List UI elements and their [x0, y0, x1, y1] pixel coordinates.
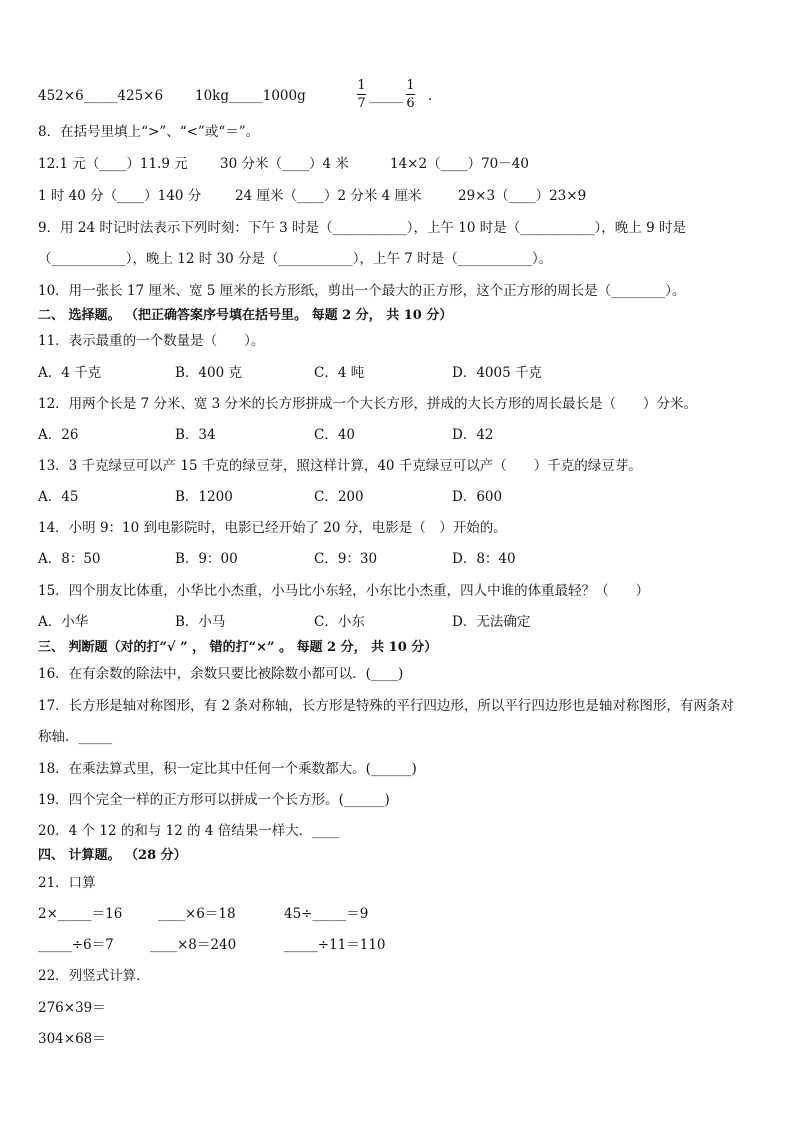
fraction-denominator: 7: [357, 96, 366, 111]
q8-r2-c2: 24 厘米（____）2 分米 4 厘米: [235, 188, 422, 204]
q12-stem: 12．用两个长是 7 分米、宽 3 分米的长方形拼成一个大长方形，拼成的大长方形的周长最长是（ ）分米。: [38, 396, 698, 412]
compare-a: 452×6_____425×6: [38, 88, 164, 104]
q8-r2-c3: 29×3（____）23×9: [458, 188, 587, 204]
q12-option-d: D．42: [452, 427, 494, 443]
q21-r2-c1: _____÷6＝7: [38, 937, 114, 953]
q8-r1-c3: 14×2（____）70－40: [390, 156, 529, 172]
q11-option-a: A．4 千克: [38, 365, 102, 381]
q21-r2-c3: _____÷11＝110: [284, 937, 386, 953]
q11-option-c: C．4 吨: [314, 365, 365, 381]
fraction-bar: [406, 94, 415, 95]
q15-option-a: A．小华: [38, 614, 89, 630]
q21-r1-c2: ____×6＝18: [158, 906, 236, 922]
q8-r1-c2: 30 分米（____）4 米: [220, 156, 349, 172]
q14-option-b: B．9：00: [175, 551, 238, 567]
q16: 16．在有余数的除法中，余数只要比被除数小都可以．(____): [38, 666, 404, 682]
q21-r1-c1: 2×_____＝16: [38, 906, 123, 922]
q11-stem: 11．表示最重的一个数量是（ ）。: [38, 333, 265, 349]
q13-option-a: A．45: [38, 489, 79, 505]
q22-item-1: 276×39＝: [38, 1000, 106, 1016]
section-4-heading: 四、 计算题。 （28 分）: [38, 848, 187, 863]
compare-b: 10kg_____1000g: [195, 88, 306, 104]
q9-line2: （___________），晚上 12 时 30 分是（___________），上午 7 时是（___________）。: [38, 251, 553, 267]
q11-option-d: D．4005 千克: [452, 365, 542, 381]
q18: 18．在乘法算式里，积一定比其中任何一个乘数都大。(______): [38, 761, 417, 777]
q14-option-c: C．9：30: [314, 551, 378, 567]
q8-stem: 8．在括号里填上“>”、“<”或“＝”。: [38, 124, 260, 140]
q12-option-c: C．40: [314, 427, 356, 443]
q17-line1: 17．长方形是轴对称图形，有 2 条对称轴，长方形是特殊的平行四边形，所以平行四边形也是轴对称图形，有两条对: [38, 698, 734, 714]
section-2-heading: 二、 选择题。 （把正确答案序号填在括号里。 每题 2 分， 共 10 分）: [38, 308, 453, 323]
q22-stem: 22．列竖式计算．: [38, 968, 150, 984]
q9-line1: 9．用 24 时记时法表示下列时刻：下午 3 时是（___________），上午 10 时是（___________），晚上 9 时是: [38, 220, 686, 236]
q8-r1-c1: 12.1 元（____）11.9 元: [38, 156, 188, 172]
q13-option-b: B．1200: [175, 489, 233, 505]
fraction-bar: [357, 94, 366, 95]
section-3-heading: 三、 判断题（对的打“√ ” ， 错的打“×” 。 每题 2 分， 共 10 分）: [38, 640, 438, 655]
q10: 10．用一张长 17 厘米、宽 5 厘米的长方形纸，剪出一个最大的正方形，这个正方形的周长是（________）。: [38, 283, 686, 299]
q12-option-b: B．34: [175, 427, 216, 443]
q17-line2: 称轴．_____: [38, 729, 113, 745]
fraction-numerator: 1: [406, 78, 415, 93]
q13-stem: 13．3 千克绿豆可以产 15 千克的绿豆芽，照这样计算，40 千克绿豆可以产（ ）千克的绿豆芽。: [38, 458, 642, 474]
q15-option-c: C．小东: [314, 614, 365, 630]
fraction-one-sixth: [406, 78, 415, 111]
q14-option-a: A．8：50: [38, 551, 101, 567]
q21-stem: 21．口算: [38, 875, 96, 891]
q19: 19．四个完全一样的正方形可以拼成一个长方形。(______): [38, 792, 390, 808]
q22-item-2: 304×68＝: [38, 1031, 106, 1047]
q14-option-d: D．8：40: [452, 551, 516, 567]
q12-option-a: A．26: [38, 427, 79, 443]
fraction-one-seventh: [357, 78, 366, 111]
q15-option-d: D．无法确定: [452, 614, 531, 630]
q15-stem: 15．四个朋友比体重，小华比小杰重，小马比小东轻，小东比小杰重，四人中谁的体重最轻？（ ）: [38, 583, 650, 599]
fraction-compare-blank: _____: [369, 88, 403, 104]
q13-option-c: C．200: [314, 489, 364, 505]
fraction-numerator: 1: [357, 78, 366, 93]
q21-r1-c3: 45÷_____＝9: [284, 906, 369, 922]
q8-r2-c1: 1 时 40 分（____）140 分: [38, 188, 202, 204]
q20: 20．4 个 12 的和与 12 的 4 倍结果一样大．____: [38, 823, 340, 839]
compare-tail: .: [428, 88, 433, 104]
q13-option-d: D．600: [452, 489, 503, 505]
q21-r2-c2: ____×8＝240: [150, 937, 237, 953]
q11-option-b: B．400 克: [175, 365, 242, 381]
q15-option-b: B．小马: [175, 614, 226, 630]
q14-stem: 14．小明 9：10 到电影院时，电影已经开始了 20 分，电影是（ ）开始的。: [38, 520, 507, 536]
fraction-denominator: 6: [406, 96, 415, 111]
